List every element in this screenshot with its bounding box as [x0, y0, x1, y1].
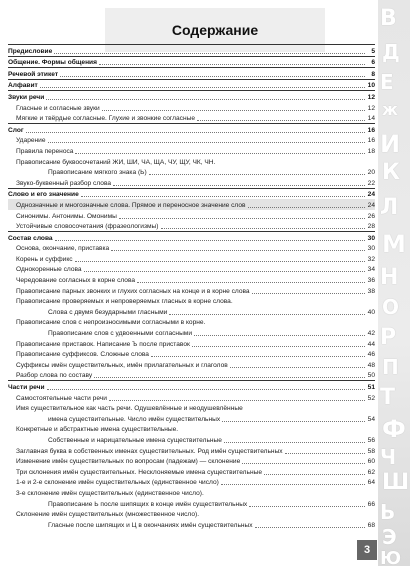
dot-leader: [40, 87, 365, 88]
decorative-letter: Т: [380, 385, 396, 410]
toc-page-number: 24: [367, 191, 375, 199]
toc-page-number: 40: [367, 308, 375, 316]
toc-entry-title: 1-е и 2-е склонение имён существительных (единственное число): [16, 479, 219, 487]
dot-leader: [248, 207, 365, 208]
decorative-letter: К: [382, 160, 400, 185]
toc-page-number: 28: [367, 223, 375, 231]
toc-entry-row: [8, 199, 375, 210]
dot-leader: [75, 261, 365, 262]
toc-page-number: 6: [371, 59, 375, 67]
toc-entry-title: Заглавная буква в собственных именах существительных. Род имён существительных: [16, 447, 283, 455]
toc-entry-row: [8, 285, 375, 296]
toc-entry-title: Звуки речи: [8, 93, 45, 101]
toc-entry-title: Правописание Ь после шипящих в конце имён существительных: [48, 500, 248, 508]
decorative-letter: М: [382, 230, 406, 258]
toc-page-number: 16: [367, 137, 375, 145]
decorative-letter: О: [382, 295, 400, 319]
toc-entry-title: Конкретные и абстрактные имена существительные.: [16, 426, 179, 434]
toc-page-number: 16: [367, 126, 375, 134]
toc-section-row: [8, 79, 375, 91]
toc-entry-title: Правописание буквосочетаний ЖИ, ШИ, ЧА, ЩА, ЧУ, ЩУ, ЧК, ЧН.: [16, 158, 216, 166]
toc-page-number: 36: [367, 277, 375, 285]
toc-entry-row: [8, 498, 375, 509]
toc-entry-row: [8, 210, 375, 221]
toc-entry-title: Состав слова: [8, 234, 53, 242]
toc-section-row: [8, 90, 375, 102]
toc-page-number: 64: [367, 479, 375, 487]
toc-entry-title: Склонение имён существительных (множественное число).: [16, 511, 200, 519]
decorative-letter: Д: [382, 40, 400, 64]
dot-leader: [255, 527, 365, 528]
dot-leader: [264, 474, 365, 475]
toc-entry-title: Слово и его значение: [8, 191, 79, 199]
toc-entry-title: Общение. Формы общения: [8, 59, 97, 67]
dot-leader: [249, 506, 365, 507]
toc-entry-title: Правописание слов с удвоенными согласными: [48, 330, 193, 338]
toc-section-row: [8, 231, 375, 243]
toc-section-row: [8, 56, 375, 68]
dot-leader: [230, 367, 365, 368]
decorative-letter: Ш: [382, 470, 410, 495]
toc-page-number: 30: [367, 245, 375, 253]
dot-leader: [26, 132, 365, 133]
toc-entry-title: Правописание проверяемых и непроверяемых гласных в корне слова.: [16, 298, 233, 306]
toc-entry-row: [8, 135, 375, 146]
toc-entry-row: [8, 487, 375, 498]
toc-entry-row: [8, 221, 375, 232]
toc-entry-title: Ударение: [16, 137, 46, 145]
dot-leader: [60, 76, 365, 77]
toc-page-number: 51: [367, 384, 375, 391]
toc-entry-row: [8, 349, 375, 360]
toc-page-number: 48: [367, 361, 375, 369]
dot-leader: [94, 377, 365, 378]
toc-entry-row: [8, 509, 375, 520]
dot-leader: [111, 250, 365, 251]
decorative-letters-strip: [378, 0, 410, 566]
dot-leader: [84, 271, 365, 272]
toc-entry-title: Правописание парных звонких и глухих согласных на конце и в корне слова: [16, 287, 250, 295]
page-number: 3: [357, 540, 377, 560]
toc-entry-row: [8, 519, 375, 530]
toc-entry-row: [8, 338, 375, 349]
decorative-letter: Ю: [380, 548, 402, 566]
toc-section-row: [8, 188, 375, 200]
toc-entry-title: 3-е склонение имён существительных (единственное число).: [16, 489, 204, 497]
toc-entry-row: [8, 177, 375, 188]
toc-page-number: 42: [367, 330, 375, 338]
dot-leader: [109, 400, 365, 401]
toc-entry-title: Суффиксы имён существительных, имён прилагательных и глаголов: [16, 361, 228, 369]
toc-entry-title: Части речи: [8, 384, 45, 391]
toc-page-number: 66: [367, 500, 375, 508]
toc-section-row: [8, 123, 375, 135]
dot-leader: [46, 99, 365, 100]
toc-entry-title: Собственные и нарицательные имена существительные: [48, 436, 222, 444]
toc-section-row: [8, 67, 375, 79]
toc-entry-row: [8, 102, 375, 113]
dot-leader: [221, 484, 365, 485]
toc-page-number: 38: [367, 287, 375, 295]
dot-leader: [252, 293, 365, 294]
toc-page-number: 20: [367, 169, 375, 177]
toc-entry-row: [8, 296, 375, 307]
toc-entry-row: [8, 392, 375, 403]
decorative-letter: Ф: [382, 415, 406, 443]
decorative-letter: П: [382, 355, 399, 379]
toc-page-number: 32: [367, 255, 375, 263]
toc-page-number: 68: [367, 521, 375, 529]
toc-page-number: 14: [367, 115, 375, 123]
toc-page-number: 46: [367, 351, 375, 359]
toc-page-number: 44: [367, 340, 375, 348]
dot-leader: [149, 174, 365, 175]
toc-page-number: 10: [367, 82, 375, 90]
toc-page-number: 26: [367, 212, 375, 220]
toc-entry-title: Однокоренные слова: [16, 266, 82, 274]
toc-entry-row: [8, 306, 375, 317]
dot-leader: [99, 64, 365, 65]
toc-entry-row: [8, 466, 375, 477]
dot-leader: [169, 314, 365, 315]
toc-entry-row: [8, 413, 375, 424]
dot-leader: [224, 442, 365, 443]
toc-entry-row: [8, 403, 375, 414]
dot-leader: [151, 356, 365, 357]
toc-entry-row: [8, 145, 375, 156]
toc-entry-row: [8, 167, 375, 178]
toc-entry-title: Устойчивые словосочетания (фразеологизмы): [16, 223, 159, 231]
toc-entry-row: [8, 434, 375, 445]
toc-page-number: 50: [367, 372, 375, 380]
dot-leader: [197, 120, 365, 121]
toc-entry-title: Правописание суффиксов. Сложные слова: [16, 351, 149, 359]
dot-leader: [137, 282, 365, 283]
toc-entry-title: Мягкие и твёрдые согласные. Глухие и звонкие согласные: [16, 115, 195, 123]
toc-entry-row: [8, 253, 375, 264]
toc-page-number: 5: [371, 47, 375, 55]
dot-leader: [194, 335, 365, 336]
toc-page-number: 30: [367, 234, 375, 242]
toc-section-row: [8, 380, 375, 392]
toc-entry-row: [8, 477, 375, 488]
decorative-letter: Э: [382, 525, 397, 549]
decorative-letter: Р: [380, 325, 397, 350]
dot-leader: [192, 346, 365, 347]
dot-leader: [55, 240, 365, 241]
decorative-letter: ж: [382, 100, 398, 119]
dot-leader: [75, 153, 365, 154]
toc-entry-title: Гласные после шипящих и Ц в окончаниях имён существительных: [48, 521, 253, 529]
dot-leader: [47, 389, 366, 390]
toc-entry-title: Правописание приставок. Написание Ъ после приставок: [16, 340, 190, 348]
decorative-letter: Е: [380, 70, 394, 94]
decorative-letter: Л: [380, 195, 399, 220]
dot-leader: [161, 228, 366, 229]
table-of-contents: [8, 44, 375, 530]
toc-entry-title: Гласные и согласные звуки: [16, 104, 100, 112]
decorative-letter: Ь: [380, 500, 396, 524]
toc-page-number: 22: [367, 179, 375, 187]
decorative-letter: И: [380, 130, 401, 158]
dot-leader: [54, 53, 365, 54]
toc-entry-title: Слова с двумя безударными гласными: [48, 308, 168, 316]
toc-entry-title: Три склонения имён существительных. Несклоняемые имена существительные: [16, 468, 262, 476]
toc-entry-title: Синонимы. Антонимы. Омонимы: [16, 212, 117, 220]
dot-leader: [222, 421, 365, 422]
toc-entry-title: имена существительные. Число имён существительных: [48, 415, 221, 423]
toc-entry-title: Самостоятельные части речи: [16, 394, 107, 402]
toc-entry-row: [8, 156, 375, 167]
toc-page-number: 8: [371, 70, 375, 78]
toc-page-number: 34: [367, 266, 375, 274]
toc-entry-title: Алфавит: [8, 82, 38, 90]
toc-page-number: 12: [367, 93, 375, 101]
dot-leader: [48, 142, 365, 143]
toc-entry-title: Однозначные и многозначные слова. Прямое и переносное значение слов: [16, 201, 246, 209]
dot-leader: [285, 453, 365, 454]
toc-entry-title: Чередование согласных в корне слова: [16, 277, 136, 285]
toc-entry-row: [8, 274, 375, 285]
toc-entry-row: [8, 424, 375, 435]
toc-entry-title: Корень и суффикс: [16, 255, 73, 263]
dot-leader: [242, 463, 365, 464]
toc-page-number: 60: [367, 458, 375, 466]
decorative-letter: Ч: [380, 445, 397, 469]
toc-entry-row: [8, 370, 375, 381]
toc-entry-row: [8, 243, 375, 254]
toc-page-number: 18: [367, 147, 375, 155]
toc-page-number: 62: [367, 468, 375, 476]
page-title: Содержание: [171, 22, 259, 38]
toc-entry-title: Правила переноса: [16, 147, 74, 155]
toc-entry-title: Правописание мягкого знака (Ь): [48, 169, 147, 177]
toc-entry-row: [8, 113, 375, 124]
decorative-letter: Н: [380, 265, 399, 290]
toc-entry-row: [8, 359, 375, 370]
toc-entry-title: Звуко-буквенный разбор слова: [16, 179, 112, 187]
toc-entry-title: Правописание слов с непроизносимыми согласными в корне.: [16, 319, 206, 327]
toc-entry-row: [8, 264, 375, 275]
toc-entry-title: Речевой этикет: [8, 70, 59, 78]
dot-leader: [119, 218, 365, 219]
decorative-letter: В: [380, 6, 397, 31]
toc-page-number: 56: [367, 436, 375, 444]
toc-entry-title: Основа, окончание, приставка: [16, 245, 110, 253]
toc-page-number: 24: [367, 201, 375, 209]
toc-page-number: 52: [367, 394, 375, 402]
toc-page-number: 12: [367, 104, 375, 112]
toc-entry-row: [8, 317, 375, 328]
toc-entry-row: [8, 445, 375, 456]
dot-leader: [113, 185, 365, 186]
toc-entry-title: Разбор слова по составу: [16, 372, 93, 380]
toc-page-number: 58: [367, 447, 375, 455]
toc-entry-title: Предисловие: [8, 47, 53, 55]
toc-entry-row: [8, 456, 375, 467]
toc-entry-title: Имя существительное как часть речи. Одушевлённые и неодушевлённые: [16, 405, 243, 413]
dot-leader: [81, 196, 365, 197]
toc-page-number: 54: [367, 415, 375, 423]
toc-entry-title: Слог: [8, 126, 24, 134]
toc-section-row: [8, 44, 375, 56]
toc-entry-title: Изменение имён существительных по вопросам (падежам) — склонение: [16, 458, 241, 466]
dot-leader: [102, 110, 365, 111]
toc-entry-row: [8, 327, 375, 338]
